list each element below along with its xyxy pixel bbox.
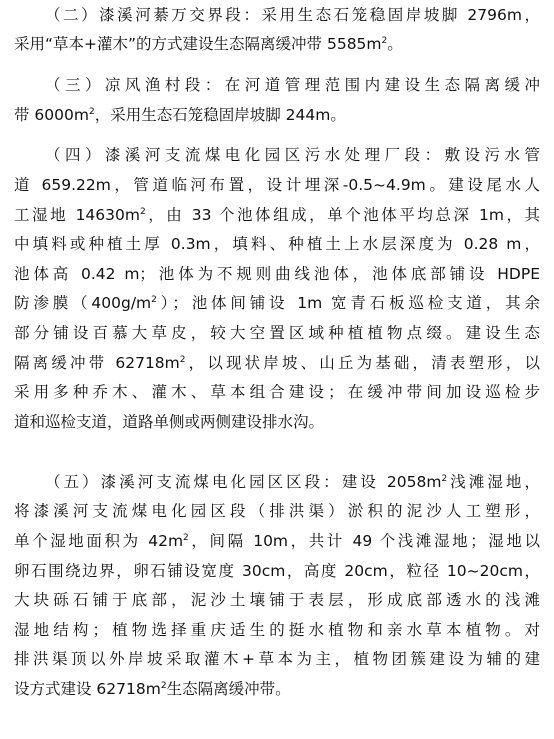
text-line: （三）凉风渔村段：在河道管理范围内建设生态隔离缓冲 bbox=[45, 76, 540, 94]
text-line: 大块砾石铺于底部，泥沙土壤铺于表层，形成底部透水的浅滩 bbox=[14, 591, 540, 609]
text-line: 道 659.22m，管道临河布置，设计埋深-0.5~4.9m。建设尾水人 bbox=[14, 176, 540, 194]
text-line: 池体高 0.42 m；池体为不规则曲线池体，池体底部铺设 HDPE bbox=[14, 265, 540, 283]
text-line: 中填料或种植土厚 0.3m，填料、种植土上水层深度为 0.28 m， bbox=[14, 235, 540, 253]
text-line: 道和巡检支道，道路单侧或两侧建设排水沟。 bbox=[14, 413, 325, 431]
text-line: 采用多种乔木、灌木、草本组合建设；在缓冲带间加设巡检步 bbox=[14, 383, 540, 401]
text-line: 卵石围绕边界，卵石铺设宽度 30cm，高度 20cm，粒径 10~20cm， bbox=[14, 562, 540, 580]
text-line: （五）漆溪河支流煤电化园区区段：建设 $2058m^2$浅滩湿地， bbox=[45, 473, 540, 491]
text-line: 部分铺设百慕大草皮，较大空置区域种植植物点缀。建设生态 bbox=[14, 324, 540, 342]
text-line: 防渗膜$(400g/m^2)$；池体间铺设 1m 宽青石板巡检支道，其余 bbox=[14, 294, 540, 312]
text-line: 设方式建设 $62718m^2$生态隔离缓冲带。 bbox=[14, 680, 291, 698]
text-line: （二）漆溪河綦万交界段：采用生态石笼稳固岸坡脚 2796m， bbox=[45, 6, 540, 24]
text-line: 带 $6000m^2$，采用生态石笼稳固岸坡脚 244m。 bbox=[14, 106, 346, 124]
text-line: 湿地结构；植物选择重庆适生的挺水植物和亲水草本植物。对 bbox=[14, 621, 540, 639]
text-line: 隔离缓冲带 $62718m^2$，以现状岸坡、山丘为基础，清表塑形，以 bbox=[14, 354, 540, 372]
text-line: 将漆溪河支流煤电化园区段（排洪渠）淤积的泥沙人工塑形， bbox=[14, 502, 540, 520]
text-line: 工湿地 $14630m^2$，由 33 个池体组成，单个池体平均总深 1m，其 bbox=[14, 206, 540, 224]
text-line: 排洪渠顶以外岸坡采取灌木+草本为主，植物团簇建设为辅的建 bbox=[14, 650, 540, 668]
text-line: 单个湿地面积为 $42m^2$，间隔 10m，共计 49 个浅滩湿地；湿地以 bbox=[14, 532, 540, 550]
text-line: 采用“草本+灌木”的方式建设生态隔离缓冲带 $5585m^2$。 bbox=[14, 35, 403, 53]
text-line: （四）漆溪河支流煤电化园区污水处理厂段：敷设污水管 bbox=[45, 146, 540, 164]
